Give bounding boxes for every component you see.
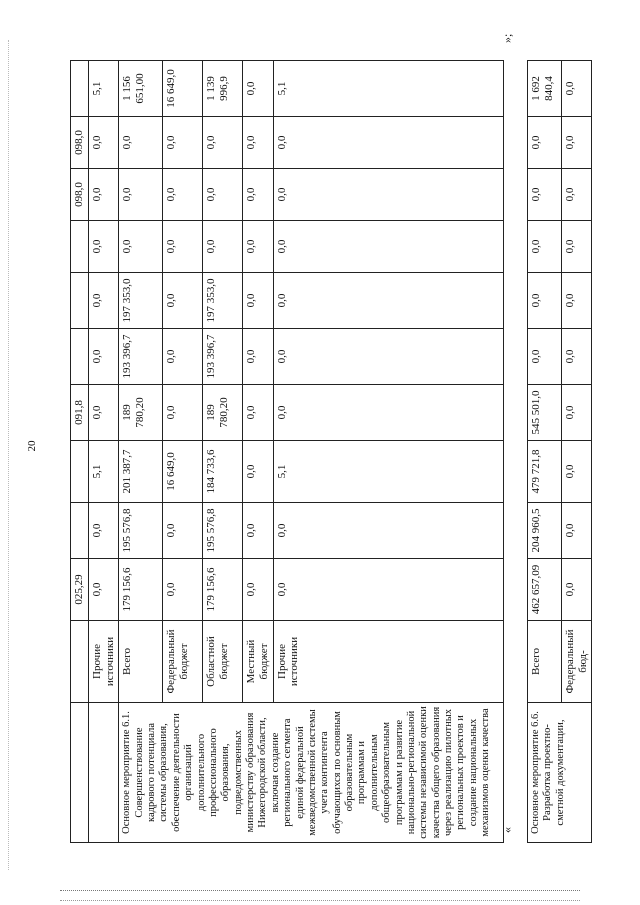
table-cell: 0,0 [243,221,273,273]
table-cell: 0,0 [243,117,273,169]
table-cell: 197 353,0 [119,273,163,329]
table-cell: 179 156,6 [119,559,163,621]
table-cell [89,703,119,843]
row-label: Федеральный бюджет [163,621,203,703]
activity-description: Основное мероприятие 6.6. Разработка проектно-сметной документации, [528,703,592,843]
table-cell: 195 576,8 [203,503,243,559]
table-row [119,61,163,843]
table-cell: 0,0 [562,221,592,273]
table-cell: 0,0 [243,559,273,621]
table-cell: 184 733,6 [203,441,243,503]
table-cell: 0,0 [243,169,273,221]
table-cell: 5,1 [273,61,503,117]
budget-table-continued [70,60,504,843]
table-cell: 16 649,0 [163,441,203,503]
table-row [89,61,119,843]
table-cell: 0,0 [243,61,273,117]
table-cell [71,273,89,329]
table-cell: 545 501,0 [528,385,562,441]
table-cell: 0,0 [119,117,163,169]
table-cell: 091,8 [71,385,89,441]
row-label: Прочие источники [89,621,119,703]
table-cell: 0,0 [163,385,203,441]
table-cell: 0,0 [528,169,562,221]
table-cell: 0,0 [528,221,562,273]
table-cell: 0,0 [89,329,119,385]
table-cell: 5,1 [89,441,119,503]
table-cell: 1 692 840,4 [528,61,562,117]
table-cell: 5,1 [273,441,503,503]
table-cell: 0,0 [163,503,203,559]
table-cell [71,703,89,843]
table-cell: 0,0 [273,273,503,329]
table-cell: 0,0 [163,329,203,385]
table-cell [71,441,89,503]
rotated-sheet [70,23,590,843]
table-cell: 193 396,7 [203,329,243,385]
table-cell: 0,0 [203,169,243,221]
table-cell: 0,0 [89,385,119,441]
table-cell: 204 960,5 [528,503,562,559]
table-cell: 0,0 [273,559,503,621]
row-label: Областной бюджет [203,621,243,703]
table-cell: 0,0 [562,559,592,621]
table-cell: 0,0 [528,117,562,169]
table-cell: 0,0 [562,273,592,329]
table-cell: 0,0 [89,117,119,169]
table-cell: 0,0 [89,559,119,621]
table-cell: 1 156 651,00 [119,61,163,117]
table-cell: 462 657,09 [528,559,562,621]
table-cell: 189 780,20 [203,385,243,441]
table-cell [71,503,89,559]
table-cell: 16 649,0 [163,61,203,117]
table-cell: 0,0 [163,221,203,273]
table-cell: 0,0 [562,385,592,441]
table-cell: 189 780,20 [119,385,163,441]
table-cell: 0,0 [119,221,163,273]
table-cell: 179 156,6 [203,559,243,621]
table-cell [71,221,89,273]
table-cell: 0,0 [243,441,273,503]
closing-quote: »; [500,33,514,43]
table-cell: 0,0 [163,117,203,169]
scan-artifact-line [60,890,580,891]
table-cell [71,61,89,117]
table-cell: 0,0 [562,503,592,559]
table-cell: 479 721,8 [528,441,562,503]
table-cell: 0,0 [528,329,562,385]
row-label: Всего [528,621,562,703]
table-cell: 0,0 [562,169,592,221]
table-row [528,61,562,843]
table-cell: 0,0 [203,221,243,273]
table-cell: 0,0 [89,221,119,273]
table-cell [71,329,89,385]
table-cell: 0,0 [273,503,503,559]
table-cell: 0,0 [562,61,592,117]
table-cell: 0,0 [243,385,273,441]
table-cell: 025,29 [71,559,89,621]
table-cell: 0,0 [562,441,592,503]
table-cell: 0,0 [89,503,119,559]
table-cell: 0,0 [89,169,119,221]
table-row [71,61,89,843]
table-cell: 0,0 [89,273,119,329]
table-cell: 1 139 996,9 [203,61,243,117]
table-cell: 0,0 [562,117,592,169]
scan-artifact-line [60,900,580,901]
table-cell: 0,0 [119,169,163,221]
row-label: Местный бюджет [243,621,273,703]
table-cell: 0,0 [163,273,203,329]
table-cell: 0,0 [273,117,503,169]
page-number: 20 [26,440,38,452]
row-label: Прочие источники [273,621,503,703]
table-cell: 0,0 [203,117,243,169]
table-cell: 193 396,7 [119,329,163,385]
table-cell [71,621,89,703]
opening-quote: « [500,827,514,833]
table-cell: 0,0 [273,221,503,273]
table-cell: 0,0 [528,273,562,329]
table-cell: 098,0 [71,169,89,221]
table-cell: 201 387,7 [119,441,163,503]
table-cell: 5,1 [89,61,119,117]
table-cell: 0,0 [273,169,503,221]
table-cell: 195 576,8 [119,503,163,559]
table-cell: 0,0 [243,503,273,559]
budget-table-next [527,60,592,843]
row-label: Федеральный бюд- [562,621,592,703]
table-cell: 197 353,0 [203,273,243,329]
table-cell: 0,0 [163,169,203,221]
table-cell: 0,0 [273,329,503,385]
table-cell: 0,0 [273,385,503,441]
table-cell: 0,0 [243,273,273,329]
scan-edge-line [8,40,9,870]
table-cell: 098,0 [71,117,89,169]
table-cell: 0,0 [562,329,592,385]
row-label: Всего [119,621,163,703]
table-cell: 0,0 [163,559,203,621]
table-cell: 0,0 [243,329,273,385]
activity-description: Основное мероприятие 6.1. Совершенствование кадрового потенциала системы образования, обеспечение деятельности организаций дополнительного профессионального образования, подведомственных министерству образования Нижегородской области, включая создание регионального сегмента единой федеральной межведомственной системы учета контингента обучающихся по основным образовательным программам и дополнительным общеобразовательным программам и развитие национально-региональной системы независимой оценки качества общего образования через реализацию пилотных региональных проектов и создание национальных механизмов оценки качества [119,703,503,843]
